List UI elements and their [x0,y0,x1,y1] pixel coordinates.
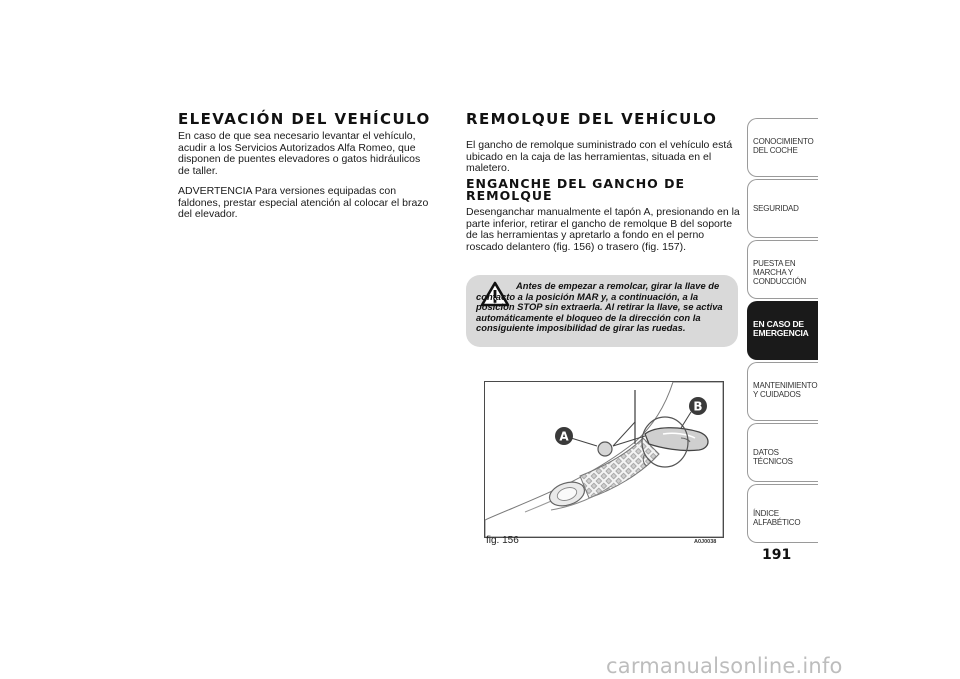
subheading-enganche: ENGANCHE DEL GANCHO DE REMOLQUE [466,176,686,203]
tab-label: SEGURIDAD [753,204,799,213]
tab-en-caso-de-emergencia[interactable] [747,301,818,360]
figure-caption: fig. 156 [486,535,519,546]
heading-elevacion: ELEVACIÓN DEL VEHÍCULO [178,110,431,128]
warning-text: Antes de empezar a remolcar, girar la llave de contacto a la posición MAR y, a continuación, a la posición STOP sin extraerla. Al retirar la llave, se activa automáticamente el bloqueo de la dirección con la consiguiente imposibilidad de girar las ruedas. [476,280,723,334]
paragraph-elevacion: En caso de que sea necesario levantar el vehículo, acudir a los Servicios Autorizados Alfa Romeo, que disponen de puentes elevadores o gatos hidráulicos de taller. [178,130,421,177]
tab-datos-tecnicos[interactable] [747,423,818,482]
tab-indice-alfabetico[interactable] [747,484,818,543]
figure-code: A0J0038 [694,539,717,545]
tab-conocimiento-del-coche[interactable] [747,118,818,177]
tab-label: CONOCIMIENTO DEL COCHE [753,137,814,155]
bumper-illustration [485,382,723,537]
page-number: 191 [762,547,792,563]
figure-156 [484,381,724,538]
tab-label: EN CASO DE EMERGENCIA [753,319,809,338]
tab-label: PUESTA EN MARCHA Y CONDUCCIÓN [753,259,807,286]
tab-mantenimiento-y-cuidados[interactable] [747,362,818,421]
tab-puesta-en-marcha[interactable] [747,240,818,299]
tab-label: ÍNDICE ALFABÉTICO [753,509,801,527]
warning-box [466,275,738,347]
heading-remolque: REMOLQUE DEL VEHÍCULO [466,110,718,128]
paragraph-advertencia: ADVERTENCIA Para versiones equipadas con faldones, prestar especial atención al colocar el brazo del elevador. [178,185,429,220]
paragraph-remolque-intro: El gancho de remolque suministrado con el vehículo está ubicado en la caja de las herramientas, situada en el maletero. [466,139,733,174]
paragraph-enganche: Desenganchar manualmente el tapón A, presionando en la parte inferior, retirar el gancho de remolque B del soporte de las herramientas y apretarlo a fondo en el perno roscado delantero (fig. 156) o trasero (fig. 157). [466,206,740,253]
tab-seguridad[interactable] [747,179,818,238]
tab-label: MANTENIMIENTO Y CUIDADOS [753,381,818,399]
watermark: carmanualsonline.info [606,654,843,678]
label-a-text: A [559,429,569,444]
label-b-text: B [693,399,703,414]
tab-label: DATOS TÉCNICOS [753,448,793,466]
